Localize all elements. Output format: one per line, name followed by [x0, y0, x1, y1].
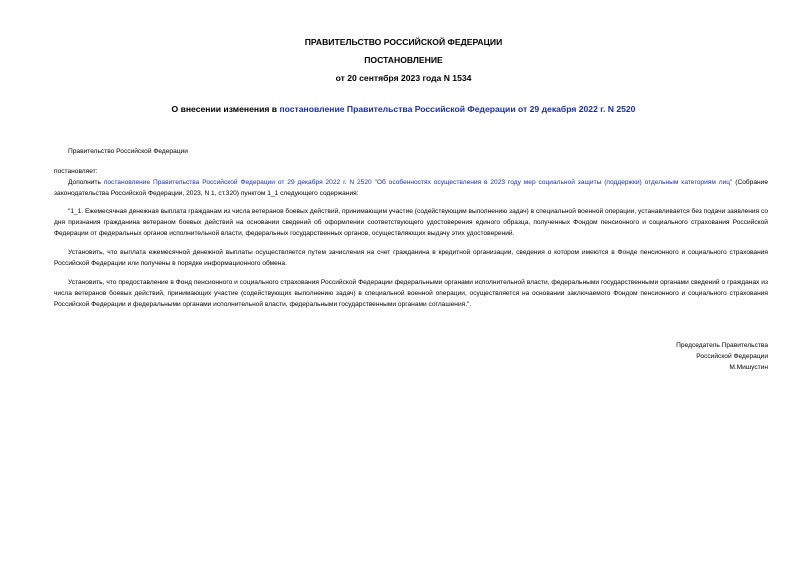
amendment-paragraph [54, 177, 768, 199]
paragraph-1-1: "1_1. Ежемесячная денежная выплата гражданам из числа ветеранов боевых действий, принимающим участие (содействующим выполнению задач) в специальной военной операции, устанавливается без подачи заявления со дня признания гражданина ветераном боевых действий на основании сведений об оформлении соответствующего удостоверения единого образца, полученных Фондом пенсионного и социального страхования Российской Федерации от федеральных органов исполнительной власти, федеральных государственных органов, осуществляющих выдачу этих удостоверений. [54, 208, 768, 238]
title-prefix: О внесении изменения в [171, 104, 280, 114]
resolves-text: постановляет: [54, 168, 98, 175]
document-type: ПОСТАНОВЛЕНИЕ [364, 55, 443, 65]
intro-text: Правительство Российской Федерации [68, 148, 188, 155]
header-organization: ПРАВИТЕЛЬСТВО РОССИЙСКОЙ ФЕДЕРАЦИИ [304, 37, 503, 47]
signature-line-2: Российской Федерации [696, 353, 768, 360]
signature-block [560, 340, 768, 373]
paragraph-3: Установить, что предоставление в Фонд пенсионного и социального страхования Российской Федерации федеральными органами исполнительной власти, федеральными государственными органами сведений о гражданах из числа ветеранов боевых действий, принимающих участие (содействующих выполнению задач) в специальной военной операции, осуществляется на основании заключаемого Фондом пенсионного и социального страхования Российской Федерации и федеральными органами исполнительной власти, федеральными государственными органами соглашения.". [54, 279, 768, 309]
signature-line-1: Председатель Правительства [676, 342, 768, 349]
paragraph-2: Установить, что выплата ежемесячной денежной выплаты осуществляется путем зачисления на счет гражданина в кредитной организации, сведения о котором имеются в Фонде пенсионного и социального страхования Российской Федерации или получены в порядке информационного обмена. [54, 249, 768, 268]
document-title [0, 104, 807, 115]
signature-line-3: М.Мишустин [729, 364, 768, 371]
document-date-number: от 20 сентября 2023 года N 1534 [335, 73, 472, 83]
amendment-prefix: Дополнить [68, 179, 104, 186]
title-link[interactable]: постановление Правительства Российской Федерации от 29 декабря 2022 г. N 2520 [279, 104, 636, 114]
amendment-link[interactable]: постановление Правительства Российской Федерации от 29 декабря 2022 г. N 2520 "Об особенностях осуществления в 2023 году мер социальной защиты (поддержки) отдельным категориям лиц" [103, 179, 733, 186]
amendment-suffix: (Собрание законодательства Российской Федерации, 2023, N 1, ст.320) пунктом 1_1 следующего содержания: [54, 179, 768, 198]
